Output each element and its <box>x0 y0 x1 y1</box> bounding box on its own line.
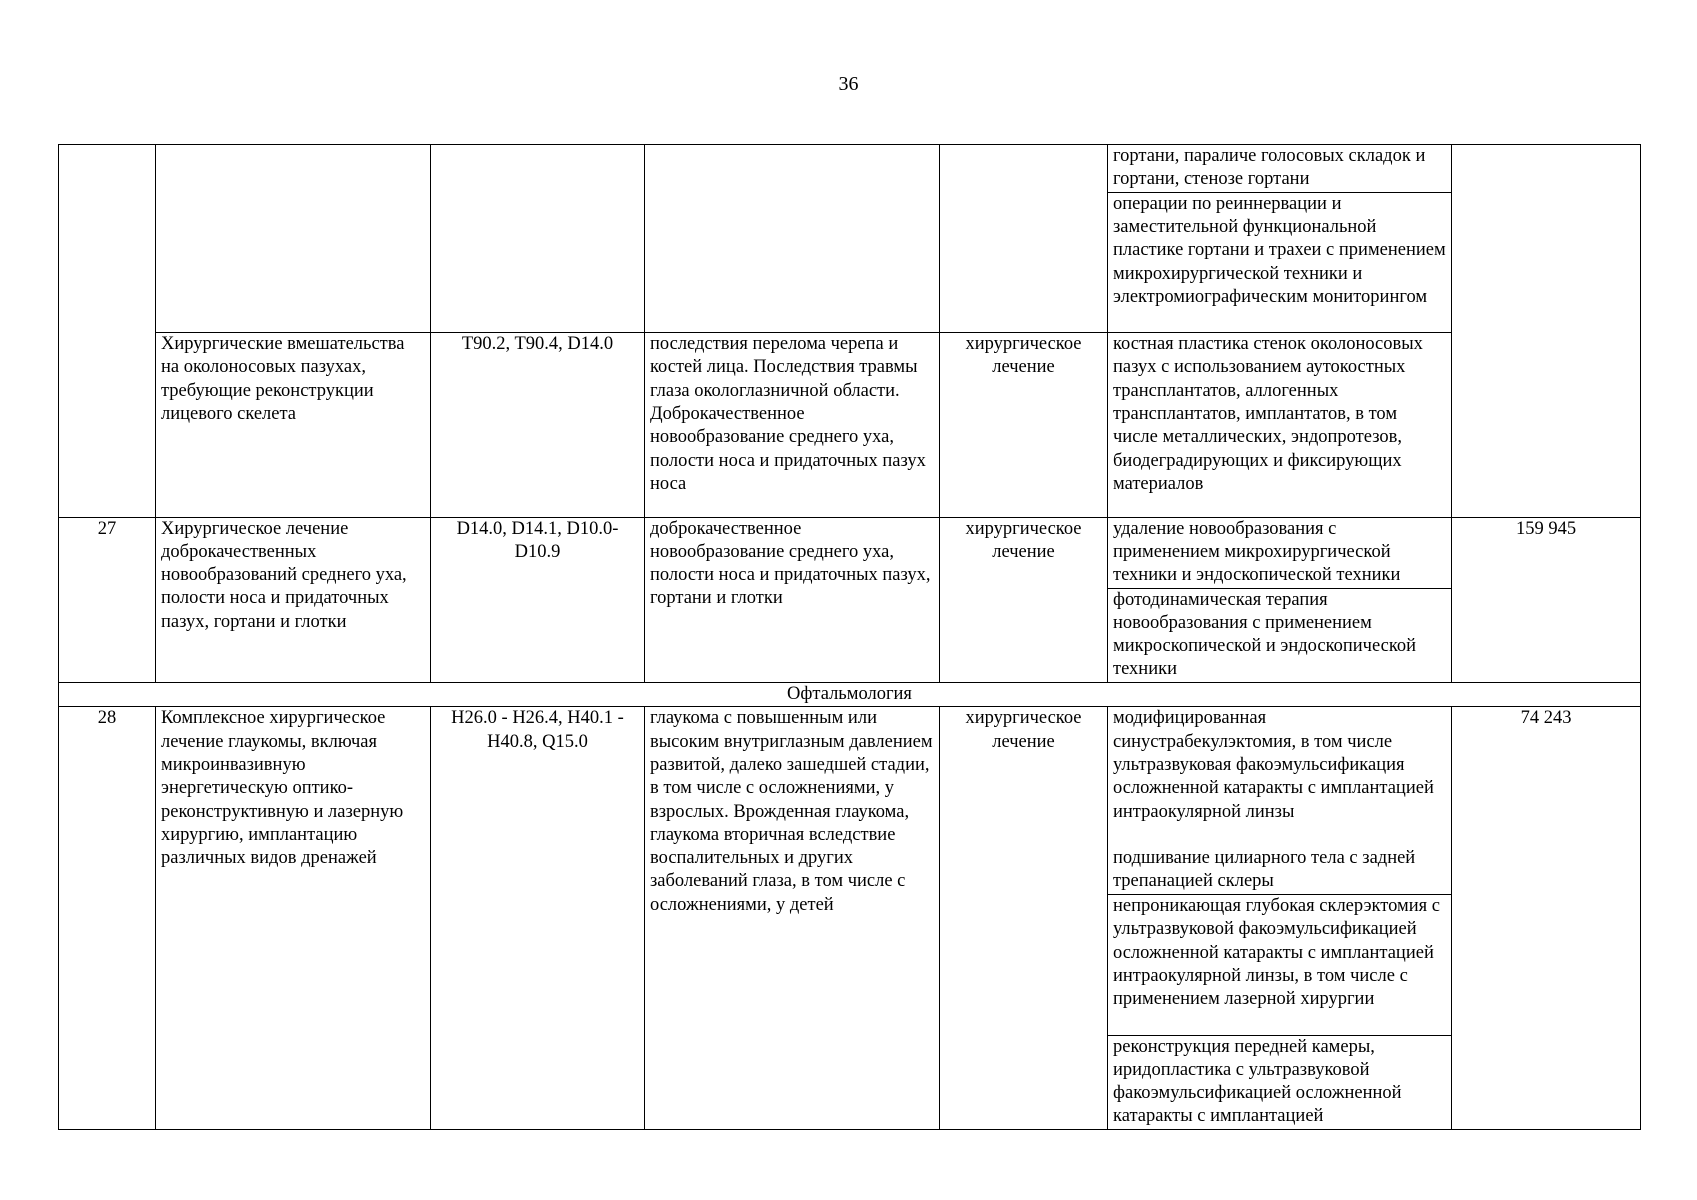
medical-care-table <box>58 144 1641 1130</box>
cell-treatment: хирургическое лечение <box>940 707 1108 1130</box>
cell-name: Хирургические вмешательства на околоносовых пазухах, требующие реконструкции лицевого скелета <box>156 333 431 517</box>
blank-line <box>1113 824 1446 847</box>
cell-codes: T90.2, T90.4, D14.0 <box>431 333 645 517</box>
cell-treatment: хирургическое лечение <box>940 333 1108 517</box>
cell-name: Хирургическое лечение доброкачественных новообразований среднего уха, полости носа и придаточных пазух, гортани и глотки <box>156 517 431 682</box>
cell-model: глаукома с повышенным или высоким внутриглазным давлением развитой, далеко зашедшей стадии, в том числе с осложнениями, у взрослых. Врожденная глаукома, глаукома вторичная вследствие воспалительных и других заболеваний глаза, в том числе с осложнениями, у детей <box>645 707 940 1130</box>
table-row <box>59 145 1641 193</box>
table-row <box>59 517 1641 588</box>
section-title: Офтальмология <box>59 682 1641 706</box>
cell-number: 28 <box>59 707 156 1130</box>
cell-number: 27 <box>59 517 156 682</box>
cell-method: непроникающая глубокая склерэктомия с ультразвуковой факоэмульсификацией осложненной катаракты с имплантацией интраокулярной линзы, в том числе с применением лазерной хирургии <box>1108 895 1452 1035</box>
cell-treatment: хирургическое лечение <box>940 517 1108 682</box>
cell-method: костная пластика стенок околоносовых пазух с использованием аутокостных трансплантатов, аллогенных трансплантатов, имплантатов, в том числе металлических, эндопротезов, биодеградирующих и фиксирующих материалов <box>1108 333 1452 517</box>
page-number: 36 <box>838 73 859 95</box>
method-text: модифицированная синустрабекулэктомия, в том числе ультразвуковая факоэмульсификация осложненной катаракты с имплантацией интраокулярной линзы <box>1113 708 1434 822</box>
cell-model: последствия перелома черепа и костей лица. Последствия травмы глаза окологлазничной области. Доброкачественное новообразование среднего уха, полости носа и придаточных пазух носа <box>645 333 940 517</box>
cell-method <box>1108 707 1452 895</box>
cell-cost: 74 243 <box>1452 707 1641 1130</box>
cell-cost: 159 945 <box>1452 517 1641 682</box>
cell-method: фотодинамическая терапия новообразования с применением микроскопической и эндоскопической техники <box>1108 588 1452 682</box>
cell-method: гортани, параличе голосовых складок и гортани, стенозе гортани <box>1108 145 1452 193</box>
cell-method: удаление новообразования с применением микрохирургической техники и эндоскопической техники <box>1108 517 1452 588</box>
table-row <box>59 707 1641 895</box>
cell-codes: D14.0, D14.1, D10.0-D10.9 <box>431 517 645 682</box>
section-row <box>59 682 1641 706</box>
method-text: подшивание цилиарного тела с задней трепанацией склеры <box>1113 848 1416 892</box>
table-row <box>59 333 1641 517</box>
cell-treatment <box>940 145 1108 333</box>
cell-model: доброкачественное новообразование среднего уха, полости носа и придаточных пазух, гортани и глотки <box>645 517 940 682</box>
cell-name <box>156 145 431 333</box>
cell-number <box>59 145 156 518</box>
cell-method: операции по реиннервации и заместительной функциональной пластике гортани и трахеи с применением микрохирургической техники и электромиографическим мониторингом <box>1108 192 1452 332</box>
cell-cost <box>1452 145 1641 518</box>
cell-method: реконструкция передней камеры, иридопластика с ультразвуковой факоэмульсификацией осложненной катаракты с имплантацией <box>1108 1035 1452 1129</box>
cell-name: Комплексное хирургическое лечение глаукомы, включая микроинвазивную энергетическую оптико-реконструктивную и лазерную хирургию, имплантацию различных видов дренажей <box>156 707 431 1130</box>
cell-model <box>645 145 940 333</box>
cell-codes: H26.0 - H26.4, H40.1 - H40.8, Q15.0 <box>431 707 645 1130</box>
cell-codes <box>431 145 645 333</box>
